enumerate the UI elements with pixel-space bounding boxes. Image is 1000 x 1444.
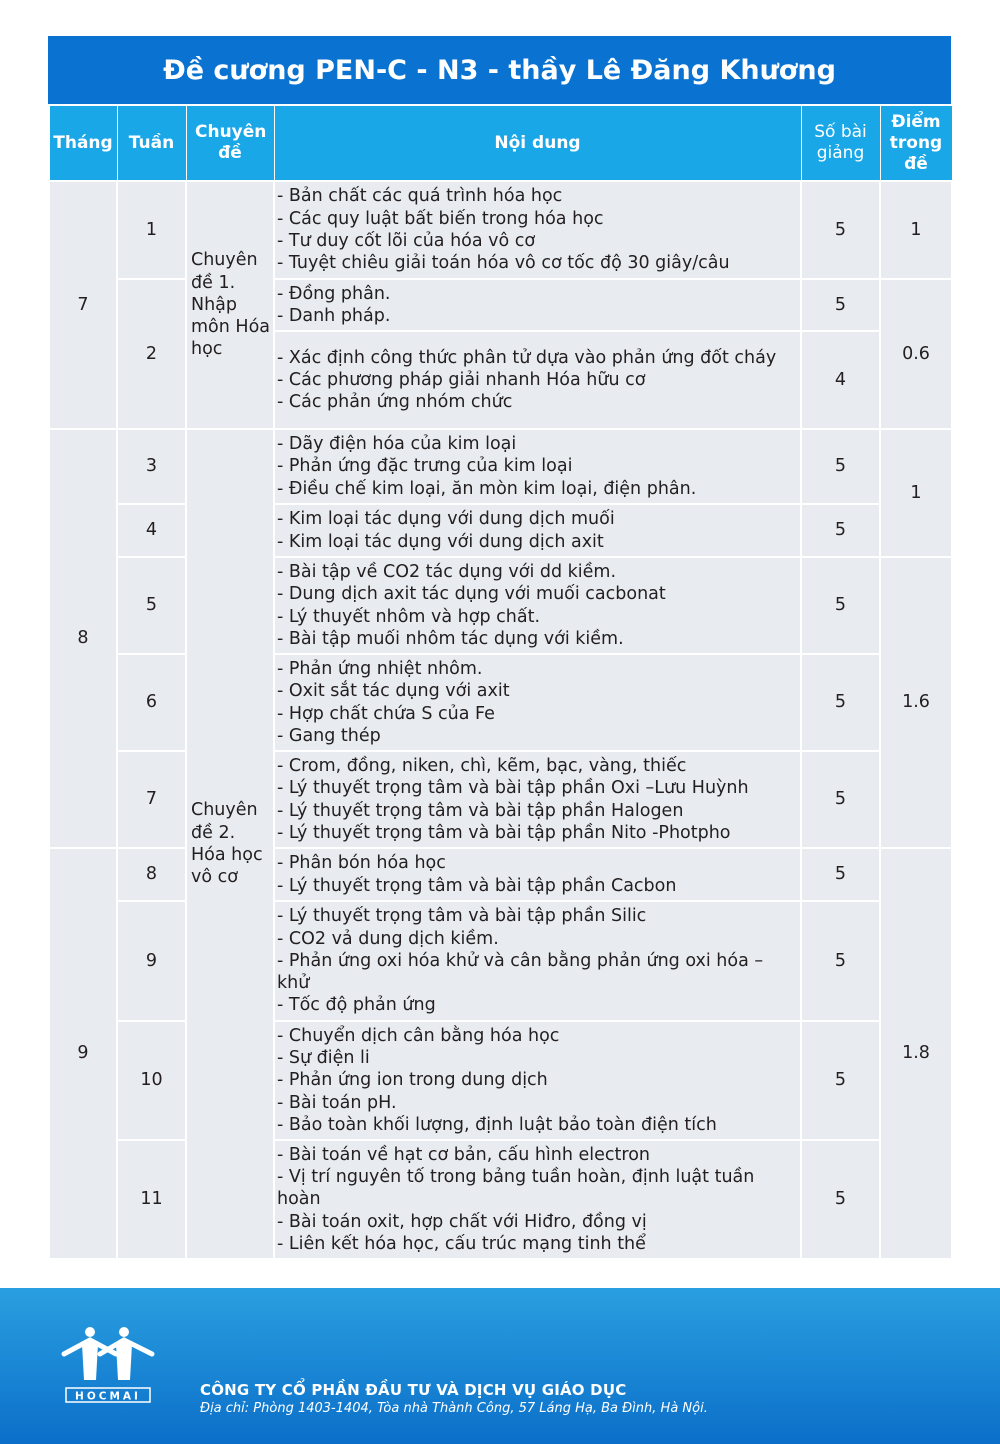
header-lessons-label: Số bài giảng <box>814 122 867 163</box>
month-cell: 9 <box>49 848 117 1259</box>
content-line: - Phản ứng nhiệt nhôm. <box>277 658 483 679</box>
company-name: CÔNG TY CỔ PHẦN ĐẦU TƯ VÀ DỊCH VỤ GIÁO DỤC <box>200 1381 627 1399</box>
lessons-cell: 5 <box>801 504 880 557</box>
week-cell: 5 <box>117 557 186 654</box>
content-line: - Bản chất các quá trình hóa học <box>277 186 563 207</box>
content-line: - Tốc độ phản ứng <box>277 995 436 1016</box>
header-topic-label: Chuyên đề <box>195 122 267 163</box>
footer-banner <box>0 1288 1000 1444</box>
content-line: - Kim loại tác dụng với dung dịch muối <box>277 509 615 530</box>
score-cell: 1 <box>880 429 952 557</box>
lessons-cell: 5 <box>801 1021 880 1140</box>
header-lessons <box>801 106 880 182</box>
logo-text: HOCMAI <box>75 1390 141 1403</box>
content-line: - Lý thuyết trọng tâm và bài tập phần Halogen <box>277 800 684 821</box>
content-cell <box>274 181 801 279</box>
lessons-cell: 5 <box>801 557 880 654</box>
content-cell <box>274 429 801 504</box>
header-month: Tháng <box>49 106 117 182</box>
table-row <box>49 429 952 504</box>
lessons-cell: 5 <box>801 654 880 751</box>
week-cell: 10 <box>117 1021 186 1140</box>
header-content: Nội dung <box>274 106 801 182</box>
content-line: - Crom, đồng, niken, chì, kẽm, bạc, vàng, thiếc <box>277 755 687 776</box>
content-cell <box>274 1140 801 1259</box>
week-cell: 8 <box>117 848 186 901</box>
topic-cell <box>186 429 274 1259</box>
content-line: - Sự điện li <box>277 1048 370 1069</box>
content-line: - Các phương pháp giải nhanh Hóa hữu cơ <box>277 369 646 390</box>
lessons-cell: 5 <box>801 181 880 279</box>
content-cell <box>274 654 801 751</box>
content-line: - Tư duy cốt lõi của hóa vô cơ <box>277 231 536 251</box>
content-line: - Các quy luật bất biến trong hóa học <box>277 208 604 229</box>
content-line: - Liên kết hóa học, cấu trúc mạng tinh thể <box>277 1233 646 1254</box>
syllabus-table <box>48 105 953 1260</box>
content-cell <box>274 1021 801 1140</box>
content-line: - Bài toán oxit, hợp chất với Hiđro, đồng vị <box>277 1211 647 1232</box>
content-cell <box>274 751 801 848</box>
table-row <box>49 504 952 557</box>
week-cell: 6 <box>117 654 186 751</box>
content-line: - Các phản ứng nhóm chức <box>277 392 513 413</box>
topic-label: Chuyên đề 2. Hóa học vô cơ <box>191 800 263 888</box>
header-week: Tuần <box>117 106 186 182</box>
lessons-cell: 5 <box>801 848 880 901</box>
syllabus-sheet <box>48 36 951 1260</box>
content-cell <box>274 331 801 429</box>
content-line: - Phản ứng ion trong dung dịch <box>277 1070 548 1091</box>
lessons-cell: 4 <box>801 331 880 429</box>
score-cell: 0.6 <box>880 279 952 429</box>
score-cell: 1.8 <box>880 848 952 1259</box>
header-score-label: Điểm trong đề <box>889 111 943 174</box>
week-cell: 4 <box>117 504 186 557</box>
content-line: - Điều chế kim loại, ăn mòn kim loại, điện phân. <box>277 478 697 499</box>
content-line: - Tuyệt chiêu giải toán hóa vô cơ tốc độ 30 giây/câu <box>277 253 730 274</box>
topic-cell <box>186 181 274 429</box>
table-row <box>49 1021 952 1140</box>
content-line: - Bảo toàn khối lượng, định luật bảo toàn điện tích <box>277 1114 717 1135</box>
content-line: - Đồng phân. <box>277 283 391 304</box>
content-line: - Gang thép <box>277 725 381 746</box>
table-row <box>49 751 952 848</box>
table-row <box>49 279 952 331</box>
content-cell <box>274 279 801 331</box>
content-line: - Bài toán về hạt cơ bản, cấu hình electron <box>277 1144 651 1165</box>
table-row <box>49 557 952 654</box>
content-line: - Lý thuyết trọng tâm và bài tập phần Cacbon <box>277 875 677 896</box>
content-line: - Chuyển dịch cân bằng hóa học <box>277 1025 560 1046</box>
content-line: - Lý thuyết trọng tâm và bài tập phần Oxi –Lưu Huỳnh <box>277 778 749 799</box>
month-cell: 8 <box>49 429 117 848</box>
content-line: - CO2 vả dung dịch kiềm. <box>277 928 499 949</box>
content-line: - Phản ứng oxi hóa khử và cân bằng phản ứng oxi hóa – khử <box>277 950 764 994</box>
content-line: - Xác định công thức phân tử dựa vào phản ứng đốt cháy <box>277 347 777 368</box>
content-line: - Bài tập muối nhôm tác dụng với kiềm. <box>277 628 624 649</box>
week-cell: 3 <box>117 429 186 504</box>
content-line: - Bài toán pH. <box>277 1092 397 1113</box>
page-title: Đề cương PEN-C - N3 - thầy Lê Đăng Khương <box>48 36 951 105</box>
content-line: - Vị trí nguyên tố trong bảng tuần hoàn, định luật tuần hoàn <box>277 1167 755 1210</box>
content-line: - Danh pháp. <box>277 306 391 326</box>
score-cell: 1.6 <box>880 557 952 848</box>
week-cell: 7 <box>117 751 186 848</box>
week-cell: 1 <box>117 181 186 279</box>
lessons-cell: 5 <box>801 429 880 504</box>
week-cell: 9 <box>117 901 186 1021</box>
lessons-cell: 5 <box>801 751 880 848</box>
content-line: - Oxit sắt tác dụng với axit <box>277 681 510 702</box>
content-line: - Dãy điện hóa của kim loại <box>277 434 517 455</box>
content-line: - Lý thuyết nhôm và hợp chất. <box>277 606 541 627</box>
table-row <box>49 1140 952 1259</box>
score-cell: 1 <box>880 181 952 279</box>
content-cell <box>274 504 801 557</box>
table-row <box>49 654 952 751</box>
hocmai-logo <box>60 1324 156 1406</box>
content-cell <box>274 848 801 901</box>
week-cell: 11 <box>117 1140 186 1259</box>
content-line: - Dung dịch axit tác dụng với muối cacbonat <box>277 584 666 605</box>
content-line: - Phản ứng đặc trưng của kim loại <box>277 456 573 477</box>
lessons-cell: 5 <box>801 1140 880 1259</box>
content-line: - Phân bón hóa học <box>277 853 446 874</box>
month-cell: 7 <box>49 181 117 429</box>
content-cell <box>274 901 801 1021</box>
table-row <box>49 181 952 279</box>
content-line: - Hợp chất chứa S của Fe <box>277 703 495 724</box>
content-line: - Bài tập về CO2 tác dụng với dd kiềm. <box>277 561 617 582</box>
table-row <box>49 848 952 901</box>
content-line: - Lý thuyết trọng tâm và bài tập phần Silic <box>277 906 647 927</box>
lessons-cell: 5 <box>801 279 880 331</box>
content-line: - Kim loại tác dụng với dung dịch axit <box>277 531 604 552</box>
week-cell: 2 <box>117 279 186 429</box>
content-cell <box>274 557 801 654</box>
table-row <box>49 901 952 1021</box>
header-topic <box>186 106 274 182</box>
content-line: - Lý thuyết trọng tâm và bài tập phần Nito -Photpho <box>277 822 731 843</box>
topic-label: Chuyên đề 1. Nhập môn Hóa học <box>191 250 270 360</box>
header-score <box>880 106 952 182</box>
table-header-row <box>49 106 952 182</box>
lessons-cell: 5 <box>801 901 880 1021</box>
company-address: Địa chỉ: Phòng 1403-1404, Tòa nhà Thành Công, 57 Láng Hạ, Ba Đình, Hà Nội. <box>200 1401 708 1416</box>
